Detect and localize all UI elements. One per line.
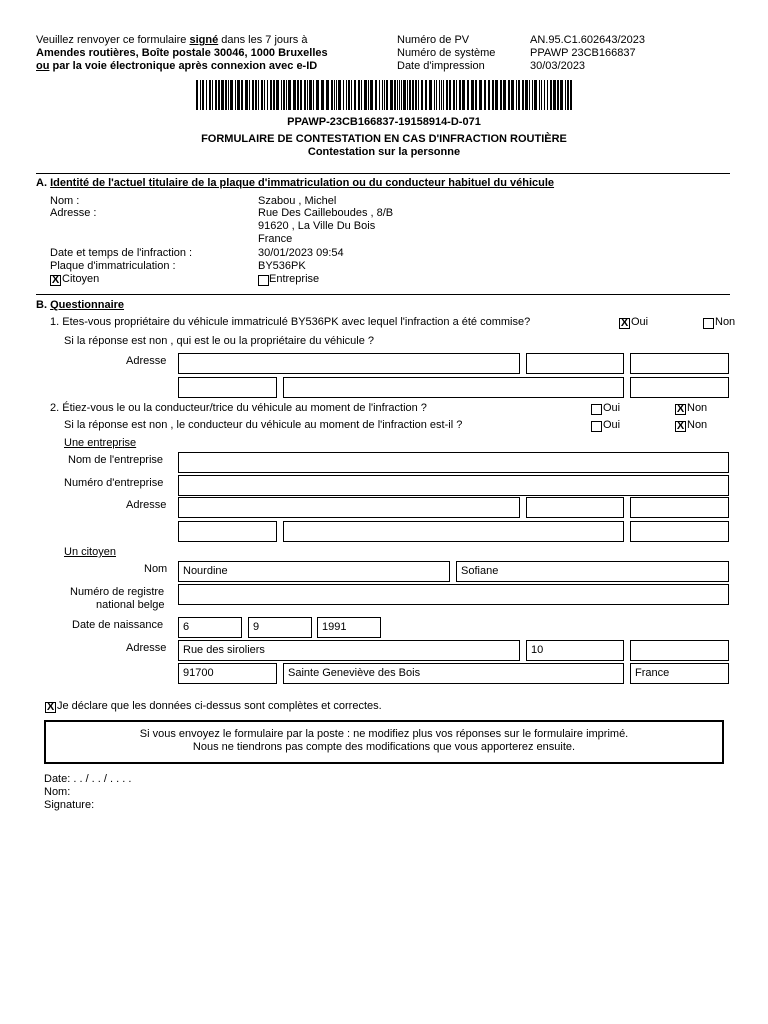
barcode-bar <box>202 80 204 110</box>
barcode-bar <box>368 80 369 110</box>
barcode-bar <box>218 80 220 110</box>
barcode-bar <box>522 80 524 110</box>
barcode-bar <box>516 80 517 110</box>
barcode-bar <box>228 80 229 110</box>
barcode-bar <box>237 80 240 110</box>
company-postcode-field[interactable] <box>178 521 277 542</box>
barcode-bar <box>403 80 406 110</box>
barcode-bar <box>471 80 474 110</box>
entreprise-checkbox[interactable] <box>258 275 269 286</box>
owner-address-line1: Rue Des Cailleboudes , 8/B <box>258 207 394 219</box>
birthdate-label: Date de naissance <box>72 619 164 631</box>
return-address: Amendes routières, Boîte postale 30046, 1000 Bruxelles <box>36 47 328 59</box>
barcode-bar <box>534 80 537 110</box>
owner-number-field[interactable] <box>526 353 624 374</box>
q2-sub-non-checkbox[interactable]: X <box>676 420 685 432</box>
footer-name: Nom: <box>44 786 71 798</box>
q1-oui-checkbox[interactable]: X <box>620 317 629 329</box>
barcode-bar <box>281 80 282 110</box>
barcode-bar <box>436 80 437 110</box>
footer-date: Date: . . / . . / . . . . <box>44 773 132 785</box>
owner-postcode-field[interactable] <box>178 377 277 398</box>
postal-notice-box <box>44 720 724 764</box>
citoyen-heading: Un citoyen <box>64 546 116 558</box>
meta-value-system: PPAWP 23CB166837 <box>530 47 636 59</box>
barcode-bar <box>386 80 388 110</box>
citizen-box-field[interactable] <box>630 640 729 661</box>
barcode-bar <box>300 80 302 110</box>
question-1: 1. Etes-vous propriétaire du véhicule immatriculé BY536PK avec lequel l'infraction a été commise? <box>50 316 531 328</box>
meta-label-system: Numéro de système <box>397 47 496 59</box>
barcode-bar <box>241 80 243 110</box>
declaration-checkbox[interactable]: X <box>46 701 55 713</box>
birth-month-field[interactable]: 9 <box>248 617 312 638</box>
barcode-bar <box>316 80 319 110</box>
citizen-street-field[interactable]: Rue des siroliers <box>178 640 520 661</box>
barcode-bar <box>453 80 455 110</box>
company-address-label: Adresse <box>126 499 167 511</box>
meta-value-print-date: 30/03/2023 <box>530 60 586 72</box>
section-b-divider <box>36 294 730 295</box>
barcode-bar <box>321 80 324 110</box>
barcode-bar <box>297 80 299 110</box>
q2-non-checkbox[interactable]: X <box>676 403 685 415</box>
barcode-bar <box>261 80 263 110</box>
barcode-bar <box>397 80 398 110</box>
owner-address-field-label: Adresse <box>126 355 167 367</box>
barcode-bar <box>443 80 444 110</box>
owner-address-line2: 91620 , La Ville Du Bois <box>258 220 376 232</box>
barcode-bar <box>544 80 545 110</box>
company-number-addr-field[interactable] <box>526 497 624 518</box>
barcode-bar <box>434 80 435 110</box>
barcode-bar <box>206 80 207 110</box>
barcode-bar <box>267 80 268 110</box>
citizen-firstname-field[interactable]: Sofiane <box>456 561 729 582</box>
barcode-bar <box>343 80 344 110</box>
barcode-bar <box>390 80 393 110</box>
plate-value: BY536PK <box>258 260 306 272</box>
barcode-bar <box>446 80 448 110</box>
barcode-bar <box>273 80 275 110</box>
meta-value-pv: AN.95.C1.602643/2023 <box>530 34 645 46</box>
barcode-bar <box>547 80 548 110</box>
form-subtitle: Contestation sur la personne <box>307 146 461 158</box>
barcode-bar <box>557 80 559 110</box>
barcode-bar <box>475 80 477 110</box>
barcode-bar <box>221 80 224 110</box>
question-2: 2. Étiez-vous le ou la conducteur/trice du véhicule au moment de l'infraction ? <box>50 402 427 414</box>
barcode-bar <box>508 80 510 110</box>
barcode-bar <box>258 80 259 110</box>
barcode-bar <box>346 80 347 110</box>
barcode-bar <box>307 80 308 110</box>
owner-name-value: Szabou , Michel <box>258 195 337 207</box>
barcode-bar <box>425 80 427 110</box>
barcode-bar <box>212 80 213 110</box>
barcode-bar <box>418 80 419 110</box>
barcode-bar <box>382 80 383 110</box>
barcode-bar <box>570 80 572 110</box>
barcode-bar <box>249 80 250 110</box>
company-city-field[interactable] <box>283 521 624 542</box>
company-country-field[interactable] <box>630 521 729 542</box>
barcode-bar <box>439 80 440 110</box>
citizen-lastname-field[interactable]: Nourdine <box>178 561 450 582</box>
meta-label-print-date: Date d'impression <box>397 60 485 72</box>
barcode-bar <box>293 80 296 110</box>
company-number-field[interactable] <box>178 475 729 496</box>
barcode-bar <box>252 80 254 110</box>
barcode-bar <box>304 80 306 110</box>
barcode-bar <box>553 80 556 110</box>
barcode-bar <box>421 80 423 110</box>
barcode-bar <box>379 80 380 110</box>
national-register-label-2: national belge <box>96 599 165 611</box>
barcode-bar <box>338 80 341 110</box>
barcode-bar <box>331 80 333 110</box>
barcode-bar <box>230 80 233 110</box>
barcode-bar <box>467 80 469 110</box>
citoyen-checkbox[interactable]: X <box>51 274 60 286</box>
barcode-bar <box>456 80 457 110</box>
q1-non-checkbox[interactable] <box>703 318 714 329</box>
citoyen-label: Citoyen <box>62 273 100 285</box>
barcode-bar <box>336 80 337 110</box>
barcode-bar <box>529 80 530 110</box>
q2-sub-non-label: Non <box>687 419 708 431</box>
national-register-label-1: Numéro de registre <box>70 586 165 598</box>
barcode-bar <box>245 80 248 110</box>
return-instructions-line1: Veuillez renvoyer ce formulaire signé dans les 7 jours à <box>36 34 308 46</box>
question-1-sub: Si la réponse est non , qui est le ou la propriétaire du véhicule ? <box>64 335 375 347</box>
infraction-date-label: Date et temps de l'infraction : <box>50 247 193 259</box>
barcode-bar <box>484 80 486 110</box>
barcode-bar <box>384 80 385 110</box>
barcode-bar <box>415 80 417 110</box>
barcode-bar <box>276 80 279 110</box>
barcode-bar <box>459 80 461 110</box>
barcode-bar <box>348 80 350 110</box>
barcode-bar <box>429 80 432 110</box>
postal-notice-line1: Si vous envoyez le formulaire par la poste : ne modifiez plus vos réponses sur le formulaire imprimé. <box>139 728 629 740</box>
q2-sub-oui-checkbox[interactable] <box>591 421 602 432</box>
barcode-bar <box>361 80 362 110</box>
barcode-bar <box>235 80 236 110</box>
barcode-bar <box>479 80 482 110</box>
barcode-bar <box>488 80 490 110</box>
barcode-bar <box>255 80 257 110</box>
barcode-bar <box>525 80 528 110</box>
barcode-bar <box>334 80 335 110</box>
question-2-sub: Si la réponse est non , le conducteur du véhicule au moment de l'infraction est-il ? <box>64 419 463 431</box>
company-name-field[interactable] <box>178 452 729 473</box>
barcode-bar <box>560 80 563 110</box>
birth-day-field[interactable]: 6 <box>178 617 242 638</box>
section-b-heading: B. Questionnaire <box>36 299 125 311</box>
barcode-bar <box>209 80 211 110</box>
national-register-field[interactable] <box>178 584 729 605</box>
footer-signature: Signature: <box>44 799 95 811</box>
owner-street-field[interactable] <box>178 353 520 374</box>
owner-city-field[interactable] <box>283 377 624 398</box>
meta-label-pv: Numéro de PV <box>397 34 470 46</box>
barcode-bar <box>370 80 373 110</box>
company-street-field[interactable] <box>178 497 520 518</box>
barcode-bar <box>270 80 272 110</box>
plate-label: Plaque d'immatriculation : <box>50 260 176 272</box>
q2-oui-label: Oui <box>603 402 621 414</box>
barcode-bar <box>462 80 465 110</box>
barcode-bar <box>503 80 506 110</box>
barcode-bar <box>286 80 287 110</box>
barcode-bar <box>225 80 227 110</box>
barcode-bar <box>550 80 552 110</box>
barcode-bar <box>541 80 542 110</box>
entreprise-label: Entreprise <box>269 273 320 285</box>
declaration-text: Je déclare que les données ci-dessus sont complètes et correctes. <box>57 700 382 712</box>
barcode-bar <box>375 80 377 110</box>
barcode-bar <box>565 80 566 110</box>
barcode-bar <box>313 80 314 110</box>
barcode-bar <box>309 80 312 110</box>
citizen-address-label: Adresse <box>126 642 167 654</box>
company-box-field[interactable] <box>630 497 729 518</box>
barcode-bar <box>492 80 494 110</box>
infraction-date-value: 30/01/2023 09:54 <box>258 247 344 259</box>
barcode-bar <box>196 80 198 110</box>
owner-country-field[interactable] <box>630 377 729 398</box>
owner-address-label: Adresse : <box>50 207 97 219</box>
section-a-heading: A. Identité de l'actuel titulaire de la plaque d'immatriculation ou du conducteur habituel du véhicule <box>36 177 555 189</box>
section-a-divider <box>36 173 730 174</box>
barcode-bar <box>394 80 396 110</box>
q1-oui-label: Oui <box>631 316 649 328</box>
citizen-country-field[interactable]: France <box>630 663 729 684</box>
owner-name-label: Nom : <box>50 195 80 207</box>
owner-address-line3: France <box>258 233 293 245</box>
q2-oui-checkbox[interactable] <box>591 404 602 415</box>
barcode-bar <box>511 80 514 110</box>
barcode-bar <box>500 80 502 110</box>
barcode-bar <box>326 80 329 110</box>
citizen-name-label: Nom <box>144 563 168 575</box>
company-name-label: Nom de l'entreprise <box>68 454 164 466</box>
barcode-bar <box>200 80 201 110</box>
return-instructions-line3: ou par la voie électronique après connexion avec e-ID <box>36 60 318 72</box>
barcode-bar <box>354 80 356 110</box>
barcode-bar <box>264 80 265 110</box>
entreprise-heading: Une entreprise <box>64 437 137 449</box>
birth-year-field[interactable]: 1991 <box>317 617 381 638</box>
barcode-bar <box>401 80 402 110</box>
barcode-bar <box>532 80 533 110</box>
barcode-bar <box>407 80 408 110</box>
barcode-text: PPAWP-23CB166837-19158914-D-071 <box>287 116 481 128</box>
barcode-bar <box>283 80 285 110</box>
barcode-bar <box>288 80 291 110</box>
q2-sub-oui-label: Oui <box>603 419 621 431</box>
barcode-bar <box>567 80 569 110</box>
barcode-bar <box>358 80 360 110</box>
barcode-bar <box>518 80 520 110</box>
company-number-label: Numéro d'entreprise <box>64 477 164 489</box>
barcode-bar <box>441 80 442 110</box>
citizen-postcode-field[interactable]: 91700 <box>178 663 277 684</box>
barcode <box>196 80 574 110</box>
barcode-bar <box>449 80 451 110</box>
barcode-bar <box>409 80 411 110</box>
barcode-bar <box>412 80 414 110</box>
form-title: FORMULAIRE DE CONTESTATION EN CAS D'INFRACTION ROUTIÈRE <box>201 133 567 145</box>
q2-non-label: Non <box>687 402 708 414</box>
postal-notice-line2: Nous ne tiendrons pas compte des modifications que vous apporterez ensuite. <box>192 741 576 753</box>
citizen-number-field[interactable]: 10 <box>526 640 624 661</box>
owner-box-field[interactable] <box>630 353 729 374</box>
citizen-city-field[interactable]: Sainte Geneviève des Bois <box>283 663 624 684</box>
barcode-bar <box>399 80 400 110</box>
barcode-bar <box>215 80 217 110</box>
barcode-bar <box>539 80 540 110</box>
barcode-bar <box>495 80 498 110</box>
q1-non-label: Non <box>715 316 736 328</box>
barcode-bar <box>351 80 352 110</box>
barcode-bar <box>364 80 367 110</box>
